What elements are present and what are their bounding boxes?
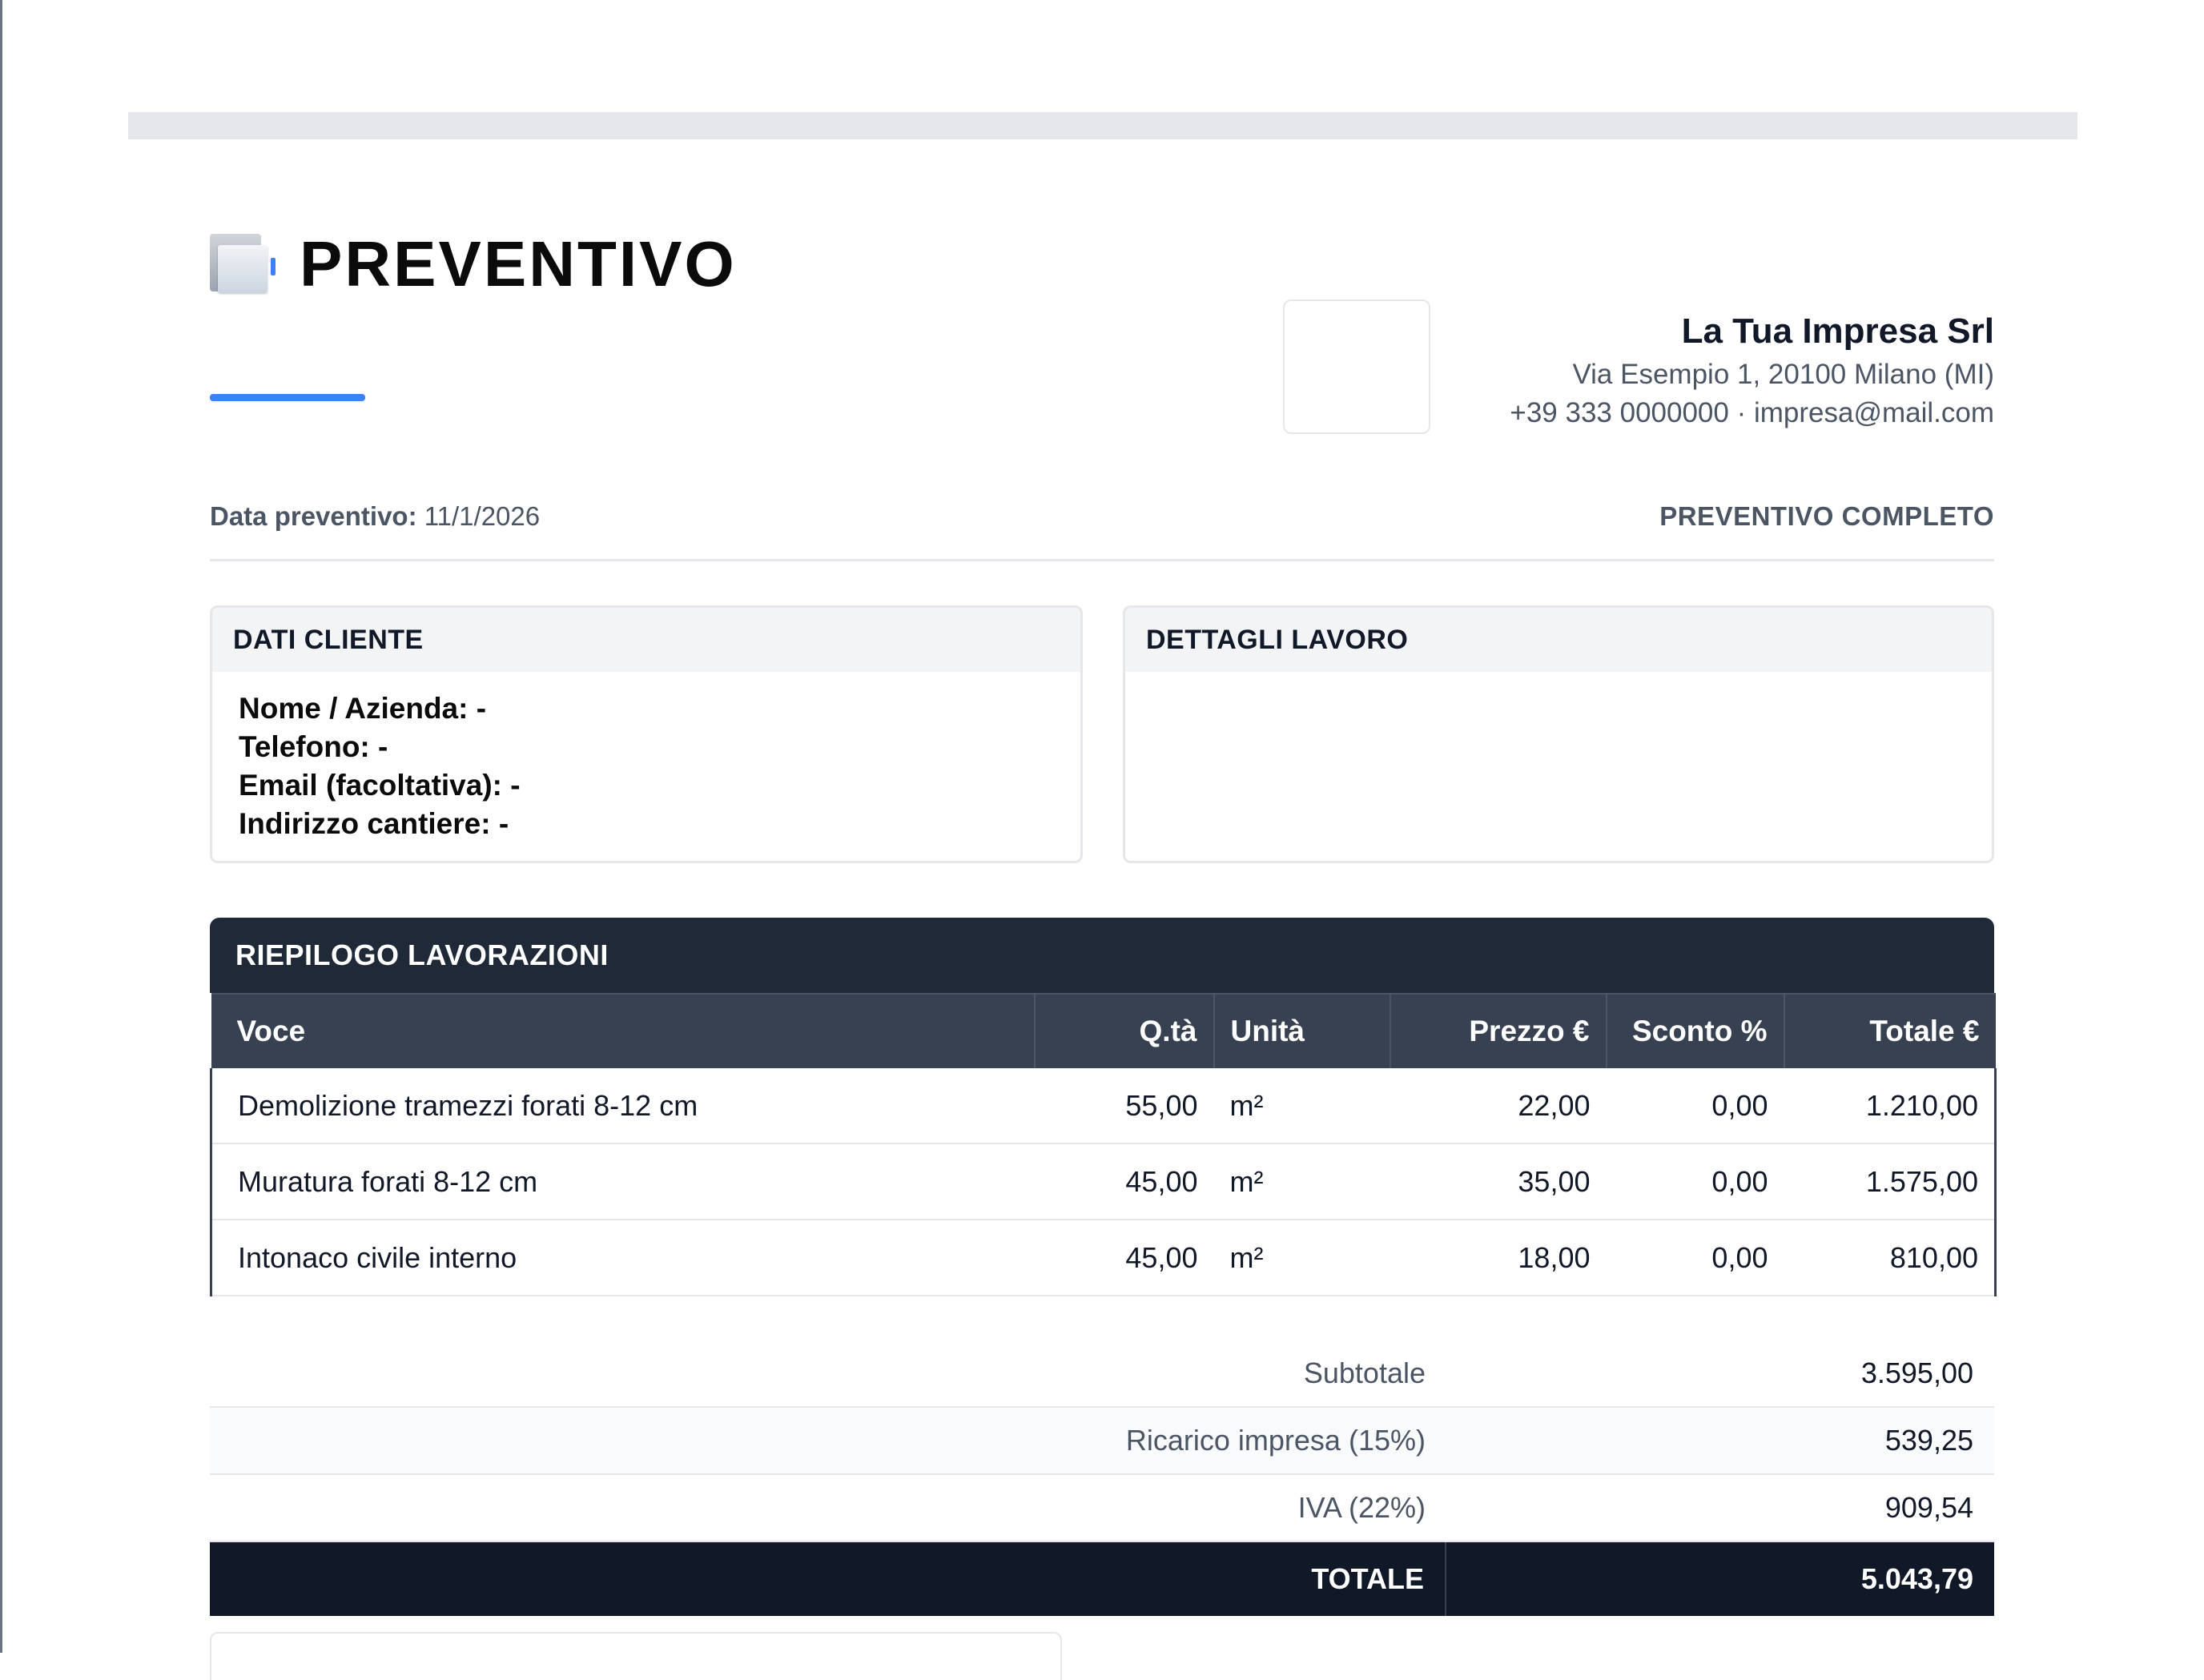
client-box-title: DATI CLIENTE	[212, 608, 1080, 672]
cell-unit: m²	[1214, 1143, 1390, 1220]
grand-total-value: 5.043,79	[1860, 1562, 1973, 1595]
cell-total: 810,00	[1784, 1220, 1996, 1296]
work-details-box	[1123, 605, 1994, 863]
works-table	[210, 918, 1994, 1296]
company-info	[1510, 307, 1994, 432]
col-quantity: Q.tà	[1035, 994, 1214, 1068]
col-unit: Unità	[1214, 994, 1390, 1068]
notes-field[interactable]	[210, 1632, 1062, 1680]
cell-price: 18,00	[1390, 1220, 1607, 1296]
vat-row	[210, 1475, 1994, 1542]
col-discount: Sconto %	[1607, 994, 1784, 1068]
cell-quantity: 45,00	[1035, 1220, 1214, 1296]
cell-price: 35,00	[1390, 1143, 1607, 1220]
cell-discount: 0,00	[1607, 1068, 1784, 1143]
quote-date-label: Data preventivo:	[210, 501, 417, 531]
logo-placeholder[interactable]	[1283, 299, 1430, 434]
cell-price: 22,00	[1390, 1068, 1607, 1143]
cell-quantity: 55,00	[1035, 1068, 1214, 1143]
cell-voce: Muratura forati 8-12 cm	[211, 1143, 1035, 1220]
quote-type: PREVENTIVO COMPLETO	[1659, 501, 1994, 531]
client-box-body	[212, 672, 1080, 843]
cell-total: 1.210,00	[1784, 1068, 1996, 1143]
totals-block	[210, 1340, 1994, 1616]
cell-voce: Demolizione tramezzi forati 8-12 cm	[211, 1068, 1035, 1143]
quote-date-value: 11/1/2026	[424, 501, 541, 531]
document-top-bar	[128, 112, 2077, 139]
client-box	[210, 605, 1083, 863]
cell-quantity: 45,00	[1035, 1143, 1214, 1220]
subtotal-row	[210, 1340, 1994, 1408]
table-row	[211, 1143, 1996, 1220]
quote-date	[210, 501, 540, 532]
markup-label: Ricarico impresa (15%)	[1125, 1424, 1426, 1457]
company-name: La Tua Impresa Srl	[1681, 311, 1994, 351]
cell-voce: Intonaco civile interno	[211, 1220, 1035, 1296]
work-details-title: DETTAGLI LAVORO	[1125, 608, 1992, 672]
title-underline	[210, 394, 365, 401]
divider	[210, 559, 1994, 561]
company-address: Via Esempio 1, 20100 Milano (MI)	[1572, 359, 1994, 390]
cell-total: 1.575,00	[1784, 1143, 1996, 1220]
subtotal-value: 3.595,00	[1860, 1356, 1973, 1389]
client-name: Nome / Azienda: -	[239, 692, 487, 725]
client-phone: Telefono: -	[239, 730, 388, 763]
grand-total-row	[210, 1542, 1994, 1616]
table-header-row	[211, 994, 1996, 1068]
col-price: Prezzo €	[1390, 994, 1607, 1068]
cell-discount: 0,00	[1607, 1143, 1784, 1220]
company-contacts: +39 333 0000000 · impresa@mail.com	[1510, 397, 1994, 428]
page-edge	[0, 0, 2, 1653]
vat-label: IVA (22%)	[1297, 1491, 1426, 1524]
document-icon	[210, 234, 276, 295]
cell-unit: m²	[1214, 1220, 1390, 1296]
title-block	[210, 227, 737, 301]
col-voce: Voce	[211, 994, 1035, 1068]
page-title: PREVENTIVO	[300, 228, 737, 299]
cell-unit: m²	[1214, 1068, 1390, 1143]
markup-row	[210, 1408, 1994, 1475]
client-email: Email (facoltativa): -	[239, 769, 521, 802]
table-row	[211, 1220, 1996, 1296]
col-total: Totale €	[1784, 994, 1996, 1068]
cell-discount: 0,00	[1607, 1220, 1784, 1296]
signature-label: Firma cliente	[1816, 1587, 1994, 1620]
notes-label: Note	[210, 1587, 274, 1620]
works-table-grid	[210, 993, 1997, 1296]
grand-total-label: TOTALE	[210, 1542, 1446, 1616]
vat-value: 909,54	[1884, 1491, 1973, 1524]
subtotal-label: Subtotale	[1303, 1356, 1426, 1389]
client-site-address: Indirizzo cantiere: -	[239, 807, 509, 840]
table-row	[211, 1068, 1996, 1143]
works-table-title: RIEPILOGO LAVORAZIONI	[210, 918, 1994, 993]
markup-value: 539,25	[1884, 1424, 1973, 1457]
quote-document	[128, 112, 2077, 1653]
